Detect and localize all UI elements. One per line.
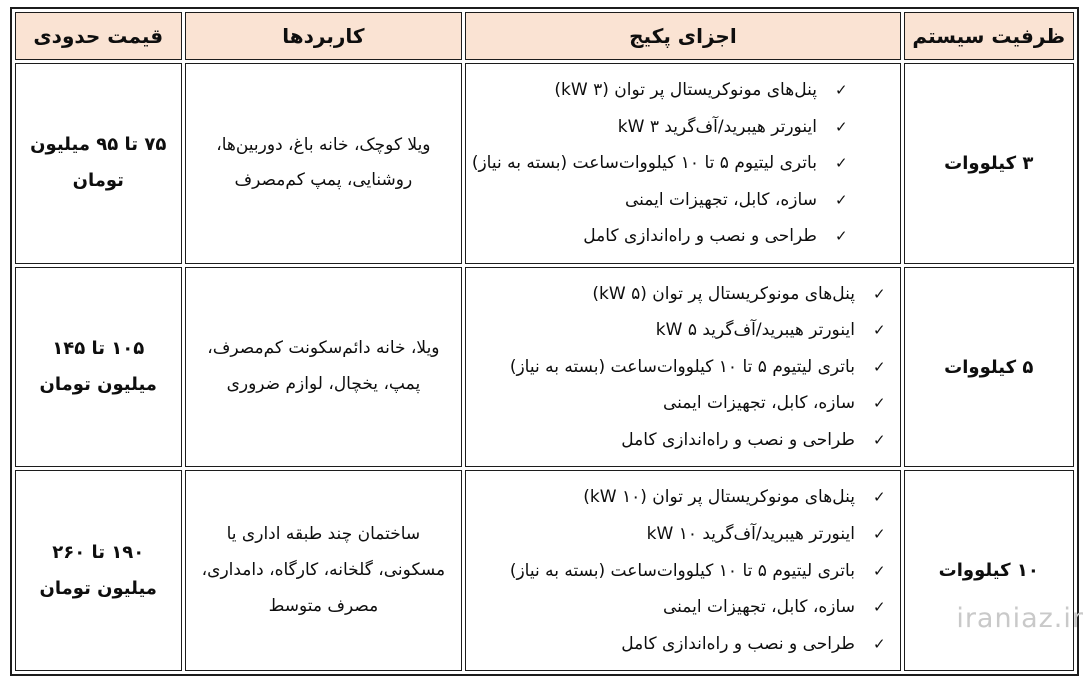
check-icon: ✓ — [872, 598, 886, 617]
component-item — [474, 182, 847, 219]
check-icon: ✓ — [872, 634, 886, 653]
component-item — [474, 276, 885, 313]
components-cell — [465, 470, 900, 671]
component-item — [474, 109, 847, 146]
check-icon: ✓ — [872, 561, 886, 580]
component-item — [474, 385, 885, 422]
component-text: سازه، کابل، تجهیزات ایمنی — [662, 597, 855, 618]
check-icon: ✓ — [834, 81, 848, 99]
component-text: باتری لیتیوم ۵ تا ۱۰ کیلووات‌ساعت (بسته به نیاز) — [471, 153, 817, 174]
check-icon: ✓ — [872, 488, 886, 507]
component-text: باتری لیتیوم ۵ تا ۱۰ کیلووات‌ساعت (بسته به نیاز) — [509, 560, 855, 581]
table-row-5kw — [15, 267, 1074, 468]
check-icon: ✓ — [872, 430, 886, 449]
component-text: پنل‌های مونوکریستال پر توان (۱۰ kW) — [583, 487, 855, 508]
capacity-cell: ۱۰ کیلووات — [904, 470, 1074, 671]
component-item — [474, 72, 847, 109]
component-text: پنل‌های مونوکریستال پر توان (۳ kW) — [554, 80, 817, 100]
component-item — [471, 145, 848, 182]
applications-cell: ساختمان چند طبقه اداری یا مسکونی، گلخانه، کارگاه، دامداری، مصرف متوسط — [185, 470, 463, 671]
component-item — [474, 349, 885, 386]
component-item — [474, 218, 847, 255]
check-icon: ✓ — [834, 190, 848, 209]
price-cell: ۱۰۵ تا ۱۴۵ میلیون تومان — [15, 267, 182, 468]
check-icon: ✓ — [872, 357, 886, 376]
header-components: اجزای پکیج — [465, 12, 900, 60]
capacity-cell: ۳ کیلووات — [904, 63, 1074, 264]
component-text: پنل‌های مونوکریستال پر توان (۵ kW) — [592, 283, 855, 304]
price-cell: ۱۹۰ تا ۲۶۰ میلیون تومان — [15, 470, 182, 671]
header-price: قیمت حدودی — [15, 12, 182, 60]
component-item — [474, 626, 885, 663]
component-text: اینورتر هیبرید/آف‌گرید ۱۰ kW — [646, 524, 855, 545]
component-item — [474, 312, 885, 349]
component-text: سازه، کابل، تجهیزات ایمنی — [624, 189, 817, 210]
component-item — [474, 479, 885, 516]
components-cell — [465, 267, 900, 468]
header-capacity: ظرفیت سیستم — [904, 12, 1074, 60]
table-row-3kw — [15, 63, 1074, 264]
component-text: اینورتر هیبرید/آف‌گرید ۵ kW — [655, 320, 855, 341]
check-icon: ✓ — [872, 321, 886, 340]
capacity-cell: ۵ کیلووات — [904, 267, 1074, 468]
component-text: باتری لیتیوم ۵ تا ۱۰ کیلووات‌ساعت (بسته به نیاز) — [509, 356, 855, 377]
component-text: طراحی و نصب و راه‌اندازی کامل — [621, 633, 855, 654]
component-text: طراحی و نصب و راه‌اندازی کامل — [621, 429, 855, 450]
table-row-10kw — [15, 470, 1074, 671]
component-item — [474, 553, 885, 590]
check-icon: ✓ — [872, 284, 886, 303]
header-row — [15, 12, 1074, 60]
component-item — [474, 516, 885, 553]
applications-cell: ویلا، خانه دائم‌سکونت کم‌مصرف، پمپ، یخچال، لوازم ضروری — [185, 267, 463, 468]
check-icon: ✓ — [872, 525, 886, 544]
price-cell: ۷۵ تا ۹۵ میلیون تومان — [15, 63, 182, 264]
component-item — [474, 589, 885, 626]
header-applications: کاربردها — [185, 12, 463, 60]
check-icon: ✓ — [834, 154, 848, 173]
component-item — [474, 422, 885, 459]
watermark: iraniaz.ir — [956, 603, 1084, 634]
components-cell — [465, 63, 900, 264]
check-icon: ✓ — [834, 117, 848, 136]
check-icon: ✓ — [834, 227, 848, 246]
solar-packages-table — [10, 7, 1079, 676]
component-text: اینورتر هیبرید/آف‌گرید ۳ kW — [617, 116, 817, 137]
component-text: طراحی و نصب و راه‌اندازی کامل — [583, 226, 817, 247]
check-icon: ✓ — [872, 394, 886, 413]
component-text: سازه، کابل، تجهیزات ایمنی — [662, 393, 855, 414]
applications-cell: ویلا کوچک، خانه باغ، دوربین‌ها، روشنایی، پمپ کم‌مصرف — [185, 63, 463, 264]
